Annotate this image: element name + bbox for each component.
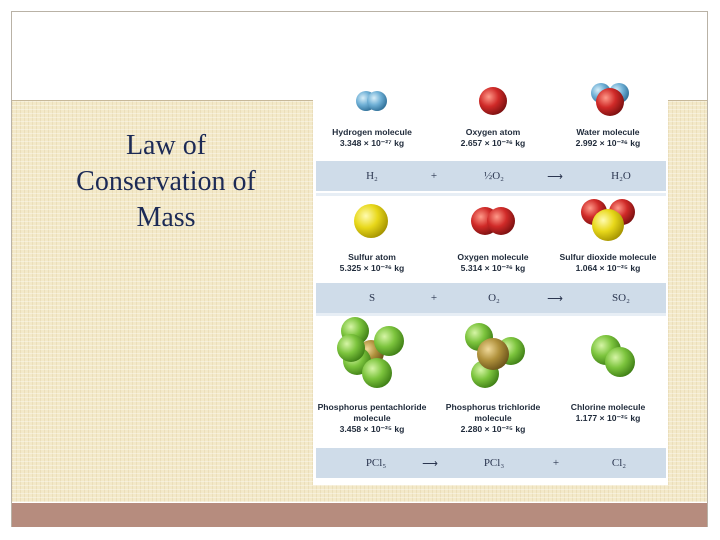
label-mass: 2.992 × 10⁻²⁶ kg <box>575 138 641 148</box>
equation-term: H₂O <box>611 170 631 182</box>
equation-term: + <box>430 292 438 304</box>
equation-term: SO₂ <box>612 292 630 304</box>
equation-term: O₂ <box>488 292 500 304</box>
title-line-2: Conservation of <box>76 166 256 197</box>
equation-term: + <box>552 457 560 469</box>
water-molecule-icon <box>585 79 635 121</box>
slide-title <box>42 128 290 236</box>
equation-term: + <box>430 170 438 182</box>
oxygen-molecule-icon <box>468 203 518 239</box>
label-sulfur-atom <box>313 252 431 274</box>
sulfur-dioxide-molecule-icon <box>578 197 638 245</box>
label-name: Sulfur dioxide molecule <box>559 252 657 262</box>
label-mass: 3.458 × 10⁻²⁵ kg <box>339 424 405 434</box>
label-mass: 5.314 × 10⁻²⁶ kg <box>460 263 526 273</box>
label-phosphorus-trichloride-molecule <box>434 402 552 435</box>
hydrogen-molecule-icon <box>349 83 393 119</box>
chlorine-molecule-icon <box>585 327 645 381</box>
label-name: Oxygen atom <box>465 127 521 137</box>
label-name: Oxygen molecule <box>457 252 529 262</box>
panel-phosphorus-chlorides <box>313 317 668 485</box>
oxygen-atom-icon <box>476 83 510 119</box>
reaction-arrow: ⟶ <box>547 293 563 305</box>
panel-sulfur-dioxide <box>313 197 668 315</box>
equation-term: PCl₅ <box>365 457 387 469</box>
label-mass: 1.177 × 10⁻²⁵ kg <box>575 413 641 423</box>
label-name: Sulfur atom <box>348 252 396 262</box>
label-oxygen-molecule <box>434 252 552 274</box>
label-chlorine-molecule <box>549 402 667 424</box>
label-oxygen-atom <box>434 127 552 149</box>
label-phosphorus-pentachloride-molecule <box>313 402 431 435</box>
label-hydrogen-molecule <box>313 127 431 149</box>
label-water-molecule <box>549 127 667 149</box>
label-name: Hydrogen molecule <box>332 127 412 137</box>
label-name: Phosphorus pentachloride molecule <box>317 402 427 423</box>
footer-bar <box>12 503 707 527</box>
panel-water <box>313 97 668 195</box>
phosphorus-pentachloride-molecule-icon <box>333 317 413 391</box>
panel-separator <box>316 313 666 316</box>
label-name: Phosphorus trichloride molecule <box>445 402 541 423</box>
equation-term: ½O₂ <box>483 170 505 182</box>
label-sulfur-dioxide-molecule <box>549 252 667 274</box>
reaction-arrow: ⟶ <box>422 458 438 470</box>
label-name: Water molecule <box>576 127 640 137</box>
title-line-1: Law of <box>125 130 207 161</box>
equation-term: S <box>368 292 376 304</box>
panel-separator <box>316 193 666 196</box>
molecule-figure <box>313 97 668 485</box>
label-name: Chlorine molecule <box>570 402 646 412</box>
equation-bar-phosphorus-chlorides <box>316 448 666 478</box>
label-mass: 2.280 × 10⁻²⁵ kg <box>460 424 526 434</box>
reaction-arrow: ⟶ <box>547 171 563 183</box>
label-mass: 5.325 × 10⁻²⁶ kg <box>339 263 405 273</box>
phosphorus-trichloride-molecule-icon <box>457 319 533 391</box>
label-mass: 1.064 × 10⁻²⁵ kg <box>575 263 641 273</box>
equation-bar-water <box>316 161 666 191</box>
title-line-3: Mass <box>136 202 196 233</box>
equation-term: Cl₂ <box>611 457 627 469</box>
label-mass: 3.348 × 10⁻²⁷ kg <box>339 138 405 148</box>
equation-bar-sulfur-dioxide <box>316 283 666 313</box>
equation-term: H₂ <box>366 170 378 182</box>
label-mass: 2.657 × 10⁻²⁶ kg <box>460 138 526 148</box>
sulfur-atom-icon <box>351 201 391 241</box>
equation-term: PCl₃ <box>483 457 505 469</box>
